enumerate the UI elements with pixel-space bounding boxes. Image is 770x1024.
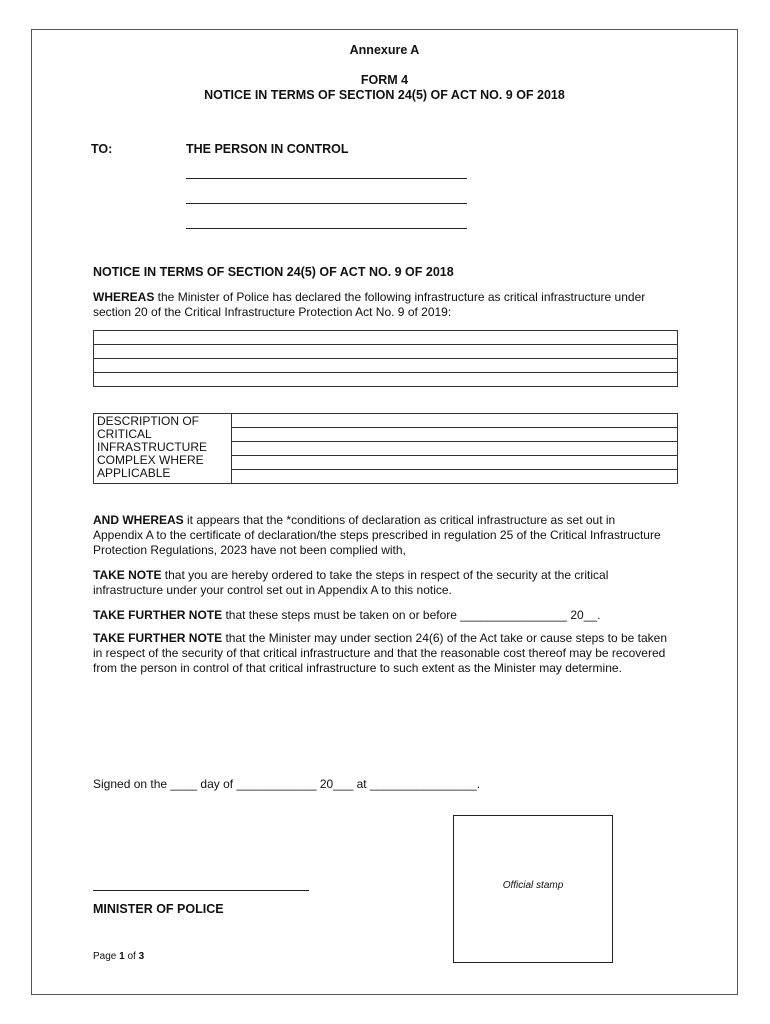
- description-row[interactable]: [232, 470, 678, 484]
- page-of: of: [124, 951, 139, 962]
- description-row[interactable]: [232, 442, 678, 456]
- take-further-note-2-paragraph: [93, 631, 668, 676]
- signed-line: Signed on the ____ day of ____________ 20___ at ________________.: [93, 777, 481, 791]
- and-whereas-lead: AND WHEREAS: [93, 513, 184, 527]
- notice-title: NOTICE IN TERMS OF SECTION 24(5) OF ACT NO. 9 OF 2018: [204, 88, 565, 102]
- page-footer: [93, 951, 144, 962]
- address-line-2[interactable]: [186, 203, 467, 204]
- and-whereas-paragraph: [93, 513, 663, 558]
- infrastructure-row[interactable]: [94, 331, 678, 345]
- official-stamp-box: [453, 815, 613, 963]
- infrastructure-table: [93, 330, 678, 387]
- take-note-text: that you are hereby ordered to take the steps in respect of the security at the critical infrastructure under your control set out in Appendix A to this notice.: [93, 568, 609, 597]
- description-row[interactable]: [232, 414, 678, 428]
- whereas-text: the Minister of Police has declared the following infrastructure as critical infrastructure under section 20 of the Critical Infrastructure Protection Act No. 9 of 2019:: [93, 290, 646, 319]
- document-page: [31, 29, 738, 995]
- description-row[interactable]: [232, 428, 678, 442]
- signatory-title: MINISTER OF POLICE: [93, 902, 224, 916]
- whereas-lead: WHEREAS: [93, 290, 155, 304]
- infrastructure-row[interactable]: [94, 345, 678, 359]
- take-note-lead: TAKE NOTE: [93, 568, 162, 582]
- infrastructure-row[interactable]: [94, 359, 678, 373]
- take-further-note-2-text: that the Minister may under section 24(6) of the Act take or cause steps to be taken in respect of the security of that critical infrastructure and that the reasonable cost thereof may be recovered from the person in control of that critical infrastructure to such extent as the Minister may determine.: [93, 631, 668, 675]
- whereas-paragraph: [93, 290, 663, 320]
- page-prefix: Page: [93, 951, 120, 962]
- take-note-paragraph: [93, 568, 663, 598]
- addressee-name: THE PERSON IN CONTROL: [186, 142, 349, 156]
- take-further-note-1-lead: TAKE FURTHER NOTE: [93, 608, 223, 622]
- notice-heading: NOTICE IN TERMS OF SECTION 24(5) OF ACT NO. 9 OF 2018: [93, 265, 454, 279]
- description-label: DESCRIPTION OF CRITICAL INFRASTRUCTURE COMPLEX WHERE APPLICABLE: [94, 414, 232, 484]
- and-whereas-text: it appears that the *conditions of declaration as critical infrastructure as set out in Appendix A to the certificate of declaration/the steps prescribed in regulation 25 of the Critical Infrastructure Protection Regulations, 2023 have not been complied with,: [93, 513, 661, 557]
- take-further-note-1-text: that these steps must be taken on or before ________________ 20__.: [222, 608, 601, 622]
- official-stamp-label: Official stamp: [502, 880, 564, 891]
- description-row[interactable]: [232, 456, 678, 470]
- annexure-label: Annexure A: [349, 43, 420, 57]
- address-line-1[interactable]: [186, 178, 467, 179]
- infrastructure-row[interactable]: [94, 373, 678, 387]
- form-number: FORM 4: [360, 73, 409, 87]
- address-line-3[interactable]: [186, 228, 467, 229]
- take-further-note-1-paragraph: [93, 608, 693, 623]
- signature-line[interactable]: [93, 890, 309, 891]
- to-label: TO:: [91, 142, 113, 156]
- take-further-note-2-lead: TAKE FURTHER NOTE: [93, 631, 223, 645]
- description-table: [93, 413, 678, 484]
- page-number: 1: [119, 951, 125, 962]
- page-total: 3: [138, 951, 145, 962]
